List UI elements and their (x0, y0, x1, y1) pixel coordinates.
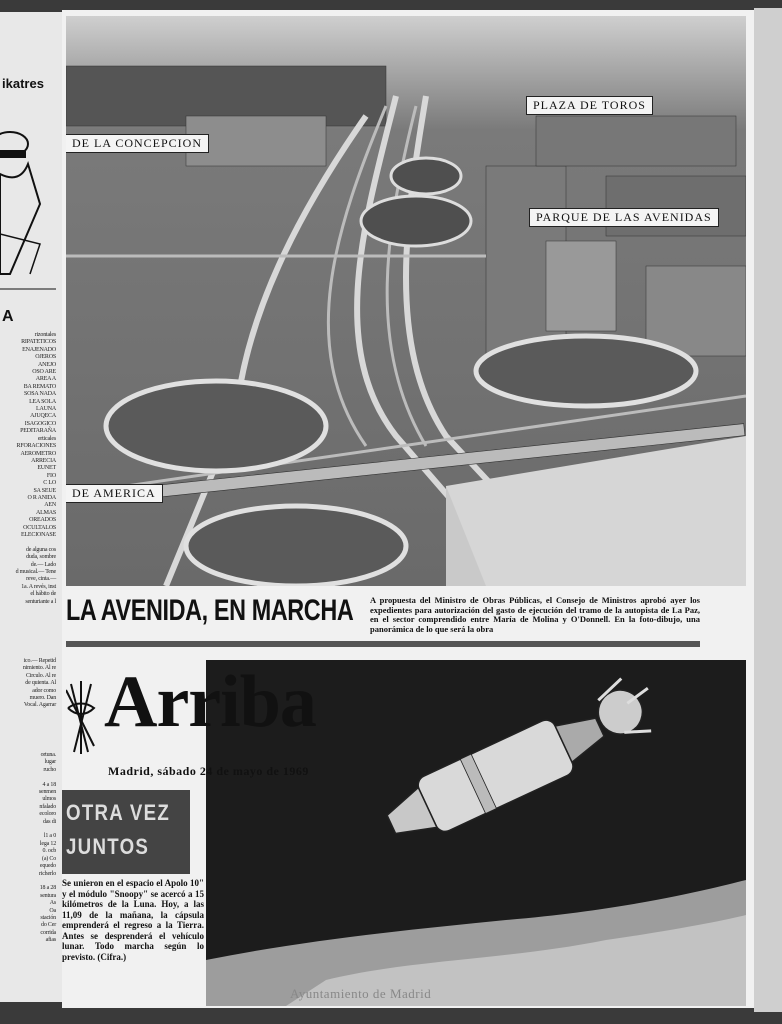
dateline: Madrid, sábado 24 de mayo de 1969 (108, 764, 309, 778)
aerial-photo (66, 16, 746, 586)
left-page-letter: A (2, 308, 14, 325)
masthead-title: Arriba (104, 661, 316, 743)
snoopy-story-text: Se unieron en el espacio el Apolo 10" y el módulo "Snoopy" se acercó a 15 kilómetros de la Luna. Hoy, a las 11,09 de la mañana, la cápsula emprenderá el regreso a la Tierra. Antes se desprenderá el vehículo lunar. Todo marcha según lo previsto. (Cifra.) (62, 878, 204, 962)
left-column-text-3: ortuna. lugar rucho 4 a 18 senmen ulmos nfalado ecoloro das di l1 a 0 lega 12 0. ocb (a) Co equedo richerlo 18 a 28 sentura As Oa stación do Cer corrida afias (38, 752, 56, 944)
page-edge (754, 8, 782, 1012)
crossword-clues-text-2: ico.— Repetid nimiento. Al re Circulo. Al re de quienta. Al ador como muero. Dan Vocal. Agarrar (22, 658, 56, 709)
headline: LA AVENIDA, EN MARCHA (66, 594, 354, 627)
otra-vez-line1: OTRA VEZ (66, 800, 171, 825)
left-page-label: ikatres (2, 76, 44, 91)
cartoon-figure-icon (0, 114, 56, 294)
watermark: Ayuntamiento de Madrid (290, 986, 432, 1001)
left-page-strip (0, 12, 62, 1002)
label-america: DE AMERICA (66, 484, 163, 503)
otra-vez-line2: JUNTOS (66, 834, 150, 859)
divider-rule (66, 641, 700, 647)
story-text: A propuesta del Ministro de Obras Públicas, el Consejo de Ministros aprobó ayer los expedientes para autorización del gasto de ejecución del tramo de la autopista de La Paz, en el sector comprendido entre María de Molina y O'Donnell. En la foto-dibujo, una panorámica de lo que será la obra (370, 595, 700, 634)
crossword-clues-text: rizontales RIPATETICOS ENAJENADO OJEROS ANEJO OSO ARE AREA A BA REMATO SOSA NADA LEA SOLA LAUNA AJUQECA ISAGOGICO PEDITARAÑA erticales RFORACIONES AEROMETRO ARRECIA EUNET FIO C LO SA SEUE O R ANIDA AEN ALMAS OREADOS OCULTALOS ELECIONASE de alguna cos duda, sombre de.— Lado d musical.— Tene reve, cinta.— 1a. A revés, inst el hábito de senturiante a l (15, 332, 56, 605)
label-parque-avenidas: PARQUE DE LAS AVENIDAS (529, 208, 719, 227)
label-concepcion: DE LA CONCEPCION (66, 134, 209, 153)
yoke-arrows-emblem-icon (66, 676, 96, 756)
label-plaza-de-toros: PLAZA DE TOROS (526, 96, 653, 115)
